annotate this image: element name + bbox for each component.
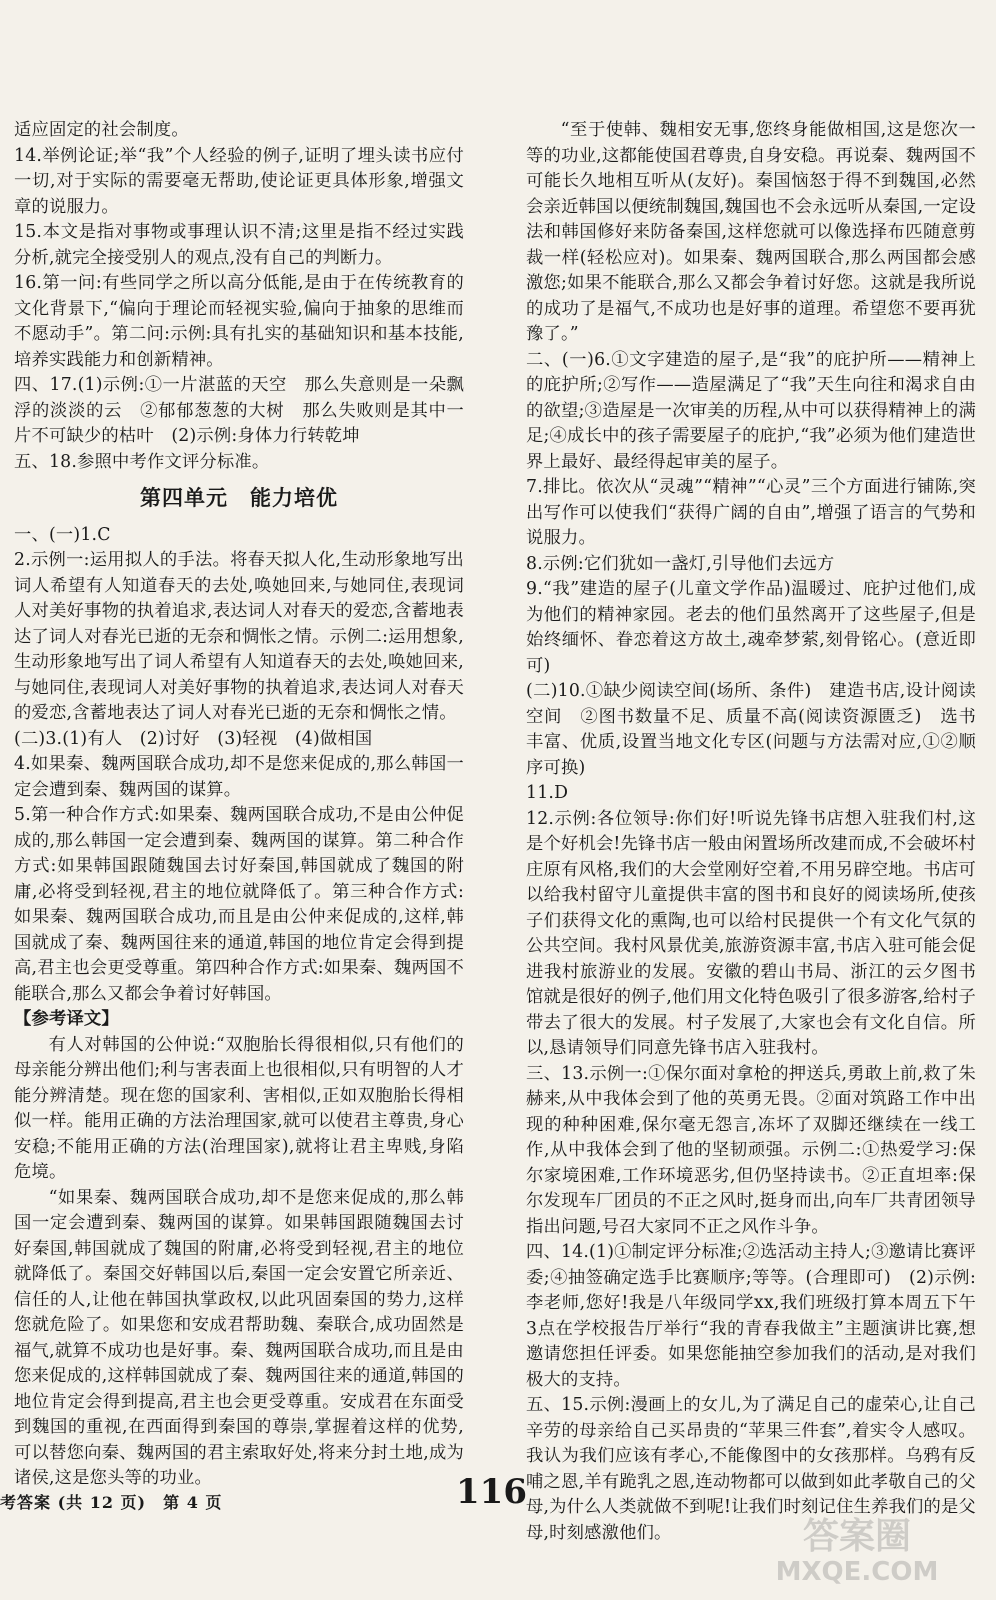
answer-line: 11.D xyxy=(526,783,569,803)
footer-page-info: 考答案 (共 12 页) 第 4 页 xyxy=(0,1493,223,1512)
answer-line: 14.举例论证;举“我”个人经验的例子,证明了埋头读书应付一切,对于实际的需要毫无帮助,使论证更具体形象,增强文章的说服力。 xyxy=(14,145,464,217)
watermark-text-bottom: MXQE.COM xyxy=(775,1557,939,1587)
page-number: 116 xyxy=(456,1472,527,1512)
left-column xyxy=(14,118,464,1492)
answer-line: (二)3.(1)有人 (2)讨好 (3)轻视 (4)做相国 xyxy=(14,728,373,749)
answer-line: 五、15.示例:漫画上的女儿,为了满足自己的虚荣心,让自己辛劳的母亲给自己买昂贵的“苹果三件套”,着实令人感叹。我认为我们应该有孝心,不能像图中的女孩那样。乌鸦有反哺之恩,羊有跪乳之恩,连动物都可以做到如此孝敬自己的父母,为什么人类就做不到呢!让我们时刻记住生养我们的是父母,时刻感激他们。 xyxy=(526,1395,976,1543)
answer-line: 一、(一)1.C xyxy=(14,524,111,545)
reference-translation-label: 【参考译文】 xyxy=(14,1009,119,1029)
answer-line: 四、14.(1)①制定评分标准;②选活动主持人;③邀请比赛评委;④抽签确定选手比赛顺序;等等。(合理即可) (2)示例:李老师,您好!我是八年级同学xx,我们班级打算本周五下午3点在学校报告厅举行“我的青春我做主”主题演讲比赛,想邀请您担任评委。如果您能抽空参加我们的活动,是对我们极大的支持。 xyxy=(526,1242,976,1390)
answer-line: 16.第一问:有些同学之所以高分低能,是由于在传统教育的文化背景下,“偏向于理论而轻视实验,偏向于抽象的思维而不愿动手”。第二问:示例:具有扎实的基础知识和基本技能,培养实践能力和创新精神。 xyxy=(14,273,464,370)
answer-line: 8.示例:它们犹如一盏灯,引导他们去远方 xyxy=(526,553,835,574)
answer-line: 五、18.参照中考作文评分标准。 xyxy=(14,451,270,472)
answer-line: 四、17.(1)示例:①一片湛蓝的天空 那么失意则是一朵飘浮的淡淡的云 ②郁郁葱葱的大树 那么失败则是其中一片不可缺少的枯叶 (2)示例:身体力行转乾坤 xyxy=(14,375,464,446)
answer-line: 二、(一)6.①文字建造的屋子,是“我”的庇护所——精神上的庇护所;②写作——造屋满足了“我”天生向往和渴求自由的欲望;③造屋是一次审美的历程,从中可以获得精神上的满足;④成长中的孩子需要屋子的庇护,“我”必须为他们建造世界上最好、最经得起审美的屋子。 xyxy=(526,349,976,472)
right-column xyxy=(526,118,976,1546)
answer-line: 15.本文是指对事物或事理认识不清;这里是指不经过实践分析,就完全接受别人的观点,没有自己的判断力。 xyxy=(14,222,464,268)
answer-line: (二)10.①缺少阅读空间(场所、条件) 建造书店,设计阅读空间 ②图书数量不足、质量不高(阅读资源匮乏) 选书丰富、优质,设置当地文化专区(问题与方法需对应,①②顺序可换) xyxy=(526,681,976,778)
translation-paragraph: “如果秦、魏两国联合成功,却不是您来促成的,那么韩国一定会遭到秦、魏两国的谋算。如果韩国跟随魏国去讨好秦国,韩国就成了魏国的附庸,必将受到轻视,君主的地位就降低了。秦国交好韩国以后,秦国一定会安置它所亲近、信任的人,让他在韩国执掌政权,以此巩固秦国的势力,这样您就危险了。如果您和安成君帮助魏、秦联合,成功固然是福气,就算不成功也是好事。秦、魏两国联合成功,而且是由您来促成的,这样韩国就成了秦、魏两国往来的通道,韩国的地位肯定会得到提高,君主也会更受尊重。安成君在东面受到魏国的重视,在西面得到秦国的尊崇,掌握着这样的优势,可以替您向秦、魏两国的君主索取好处,将来分封土地,成为诸侯,这是您头等的功业。 xyxy=(14,1187,464,1488)
watermark-logo xyxy=(732,1508,982,1588)
answer-line: 5.第一种合作方式:如果秦、魏两国联合成功,不是由公仲促成的,那么韩国一定会遭到秦、魏两国的谋算。第二种合作方式:如果韩国跟随魏国去讨好秦国,韩国就成了魏国的附庸,必将受到轻视,君主的地位就降低了。第三种合作方式:如果秦、魏两国联合成功,而且是由公仲来促成的,这样,韩国就成了秦、魏两国往来的通道,韩国的地位肯定会得到提高,君主也会更受尊重。第四种合作方式:如果秦、魏两国不能联合,那么又都会争着讨好韩国。 xyxy=(14,805,464,1004)
watermark-text-top: 答案圈 xyxy=(802,1516,912,1557)
answer-line: 适应固定的社会制度。 xyxy=(14,120,189,140)
unit-title: 第四单元 能力培优 xyxy=(140,485,338,510)
answer-line: 2.示例一:运用拟人的手法。将春天拟人化,生动形象地写出词人希望有人知道春天的去处,唤她回来,与她同住,表现词人对美好事物的执着追求,表达词人对春天的爱恋,含蓄地表达了词人对春光已逝的无奈和惆怅之情。示例二:运用想象,生动形象地写出了词人希望有人知道春天的去处,唤她回来,与她同住,表现词人对美好事物的执着追求,表达词人对春天的爱恋,含蓄地表达了词人对春光已逝的无奈和惆怅之情。 xyxy=(14,550,464,723)
answer-line: 三、13.示例一:①保尔面对拿枪的押送兵,勇敢上前,救了朱赫来,从中我体会到了他的英勇无畏。②面对筑路工作中出现的种种困难,保尔毫无怨言,冻坏了双脚还继续在一线工作,从中我体会到了他的坚韧顽强。示例二:①热爱学习:保尔家境困难,工作环境恶劣,但仍坚持读书。②正直坦率:保尔发现车厂团员的不正之风时,挺身而出,向车厂共青团领导指出问题,号召大家同不正之风作斗争。 xyxy=(526,1063,976,1237)
answer-line: 9.“我”建造的屋子(儿童文学作品)温暖过、庇护过他们,成为他们的精神家园。老去的他们虽然离开了这些屋子,但是始终缅怀、眷恋着这方故土,魂牵梦萦,刻骨铭心。(意近即可) xyxy=(526,579,976,676)
answer-line: 7.排比。依次从“灵魂”“精神”“心灵”三个方面进行铺陈,突出写作可以使我们“获得广阔的自由”,增强了语言的气势和说服力。 xyxy=(526,477,976,548)
answer-line: 4.如果秦、魏两国联合成功,却不是您来促成的,那么韩国一定会遭到秦、魏两国的谋算。 xyxy=(14,754,464,800)
answer-line: 12.示例:各位领导:你们好!听说先锋书店想入驻我们村,这是个好机会!先锋书店一般由闲置场所改建而成,不会破坏村庄原有风格,我们的大会堂刚好空着,不用另辟空地。书店可以给我村留守儿童提供丰富的图书和良好的阅读场所,使孩子们获得文化的熏陶,也可以给村民提供一个有文化气氛的公共空间。我村风景优美,旅游资源丰富,书店入驻可能会促进我村旅游业的发展。安徽的碧山书局、浙江的云夕图书馆就是很好的例子,他们用文化特色吸引了很多游客,给村子带去了很大的发展。村子发展了,大家也会有文化自信。所以,恳请领导们同意先锋书店入驻我村。 xyxy=(526,808,976,1058)
translation-paragraph: 有人对韩国的公仲说:“双胞胎长得很相似,只有他们的母亲能分辨出他们;利与害表面上也很相似,只有明智的人才能分辨清楚。现在您的国家利、害相似,正如双胞胎长得相似一样。能用正确的方法治理国家,就可以使君主尊贵,身心安稳;不能用正确的方法(治理国家),就将让君主卑贱,身陷危境。 xyxy=(14,1034,464,1182)
translation-paragraph: “至于使韩、魏相安无事,您终身能做相国,这是您次一等的功业,这都能使国君尊贵,自身安稳。再说秦、魏两国不可能长久地相互听从(友好)。秦国恼怒于得不到魏国,必然会亲近韩国以便统制魏国,魏国也不会永远听从秦国,一定设法和韩国修好来防备秦国,这样您就可以像选择布匹随意剪裁一样(轻松应对)。如果秦、魏两国联合,那么两国都会感激您;如果不能联合,那么又都会争着讨好您。这就是我所说的成功了是福气,不成功也是好事的道理。希望您不要再犹豫了。” xyxy=(526,120,976,344)
